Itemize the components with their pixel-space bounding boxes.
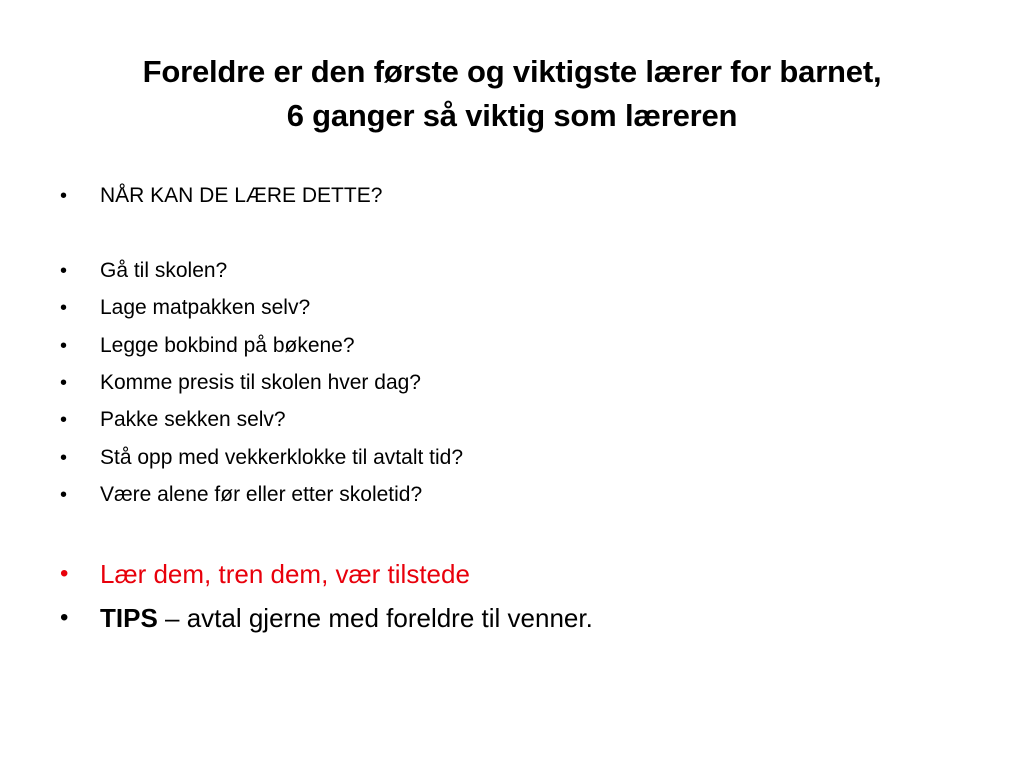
tips-text: – avtal gjerne med foreldre til venner. (157, 603, 593, 633)
bullet-icon: • (60, 297, 68, 319)
bullet-icon: • (60, 447, 68, 469)
bullet-icon: • (60, 560, 69, 587)
bullet-text: NÅR KAN DE LÆRE DETTE? (100, 184, 383, 207)
bullet-icon: • (60, 604, 69, 631)
bullet-text: Pakke sekken selv? (100, 408, 286, 431)
bullet-text-tips (100, 601, 593, 635)
bullet-icon: • (60, 484, 68, 506)
bullet-text: Legge bokbind på bøkene? (100, 334, 355, 357)
bullet-text: Stå opp med vekkerklokke til avtalt tid? (100, 446, 464, 469)
bullet-text: Gå til skolen? (100, 259, 228, 282)
bullet-text: Være alene før eller etter skoletid? (100, 483, 423, 506)
bullet-icon: • (60, 260, 68, 282)
title-line-1: Foreldre er den første og viktigste lærer for barnet, (142, 54, 882, 89)
tips-label: TIPS (100, 603, 158, 633)
bullet-text: Lær dem, tren dem, vær tilstede (100, 559, 470, 589)
bullet-icon: • (60, 372, 68, 394)
bullet-text: Komme presis til skolen hver dag? (100, 371, 421, 394)
bullet-icon: • (60, 335, 68, 357)
bullet-icon: • (60, 409, 68, 431)
title-line-2: 6 ganger så viktig som læreren (286, 98, 738, 133)
bullet-text: Lage matpakken selv? (100, 296, 311, 319)
bullet-icon: • (60, 185, 68, 207)
